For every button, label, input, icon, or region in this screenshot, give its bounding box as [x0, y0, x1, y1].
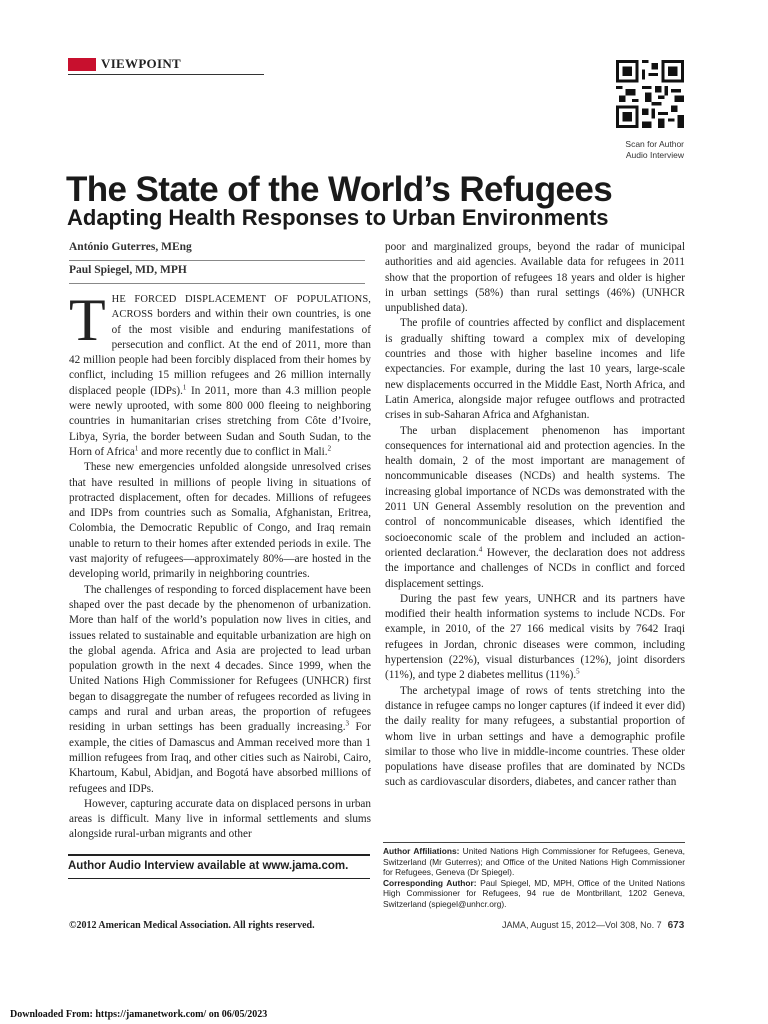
author-affiliations	[383, 846, 685, 910]
affiliations-block	[383, 846, 685, 878]
lead-smallcaps: HE FORCED DISPLACEMENT OF POPULATIONS, ACROSS	[111, 294, 371, 321]
paragraph: The archetypal image of rows of tents stretching into the distance in refugee camps no longer captures (if indeed it ever did) the daily reality for many refugees, a substantial proportion of whom live in urban settings and have a demographic profile similar to those who live in middle-income countries. These older populations have disease profiles that are dominated by NCDs such as cardiovascular disorders, diabetes, and cancer rather than	[385, 684, 685, 789]
author-rule-2	[69, 283, 365, 284]
article-subtitle: Adapting Health Responses to Urban Environments	[67, 205, 609, 230]
body-column-left	[69, 287, 371, 843]
body-column-right	[385, 240, 685, 791]
text-run: During the past few years, UNHCR and its partners have modified their health information systems to include NCDs. For example, in 2010, of the 27 166 medical visits by 7642 Iraqi refugees in Jordan, chronic diseases were common, including hypertension (22%), visual disturbances (12%), joint disorders (11%), and type 2 diabetes mellitus (11%).	[385, 592, 685, 682]
download-note: Downloaded From: https://jamanetwork.com/ on 06/05/2023	[10, 1009, 268, 1020]
corresponding-author-text: Paul Spiegel, MD, MPH, Office of the United Nations High Commissioner for Refugees, 94 rue de Montbrillant, 1202 Geneva, Switzerland (spiegel@unhcr.org).	[383, 877, 685, 909]
qr-caption	[600, 139, 684, 160]
corresponding-author-label: Corresponding Author:	[383, 877, 477, 888]
corresponding-author-block	[383, 878, 685, 910]
reference-link[interactable]: 2	[327, 444, 332, 453]
paragraph	[69, 583, 371, 797]
section-label: VIEWPOINT	[101, 56, 181, 71]
text-run: The urban displacement phenomenon has important consequences for international aid and protection agencies. In the health domain, 2 of the most important are management of noncommunicable diseases (NCDs) and health systems. The increasing global importance of NCDs was demonstrated with the 2011 UN General Assembly resolution on the prevention and control of noncommunicable diseases, which identified the socioeconomic scale of the problem and included an action-oriented declaration.	[385, 424, 685, 559]
author-rule-1	[69, 260, 365, 261]
text-run: However, the declaration does not address the importance and challenges of NCDs in conflict and forced displacement settings.	[385, 546, 685, 590]
reference-link[interactable]: 5	[576, 667, 580, 676]
affiliations-text: United Nations High Commissioner for Refugees, Geneva, Switzerland (Mr Guterres); and Office of the United Nations High Commissioner for Refugees, Geneva (Dr Spiegel).	[383, 846, 685, 878]
paragraph: These new emergencies unfolded alongside unresolved crises that have resulted in millions of people living in situations of protracted displacement, often for decades. Millions of refugees and IDPs from countries such as Somalia, Afghanistan, Eritrea, Colombia, the Democratic Republic of Congo, and Iraq remain unable to return to their homes after extended periods in exile. The vast majority of refugees—approximately 80%—are hosted in the developing world, primarily in neighboring countries.	[69, 461, 371, 581]
author-1: António Guterres, MEng	[69, 241, 192, 253]
paragraph: The profile of countries affected by conflict and displacement is gradually shifting toward a complex mix of developing countries and those with higher baseline incomes and life expectancies. For example, during the last 10 years, large-scale new displacements occurred in the Middle East, North Africa, and Latin America, alongside major refugee outflows and protracted crises in sub-Saharan Africa and Afghanistan.	[385, 317, 685, 422]
text-run: and more recently due to conflict in Mali.	[138, 445, 328, 458]
affiliations-rule	[383, 842, 685, 843]
journal-info: JAMA, August 15, 2012—Vol 308, No. 7	[502, 920, 662, 930]
paragraph	[69, 287, 371, 460]
article-title: The State of the World’s Refugees	[66, 170, 613, 209]
paragraph: poor and marginalized groups, beyond the radar of municipal authorities and aid agencies. Available data for refugees in 2011 show that the proportion of refugees 18 years and older is higher in urban settings (58%) than rural settings (46%) (UNHCR unpublished data).	[385, 241, 685, 315]
page-number: 673	[667, 920, 685, 931]
audio-rule-top	[68, 854, 370, 856]
reference-link[interactable]: 1	[134, 444, 139, 453]
section-rule	[68, 74, 264, 75]
qr-caption-line1: Scan for Author	[625, 139, 684, 149]
text-run: For example, the cities of Damascus and Amman received more than 1 million refugees from Iraq, and other cities such as Nairobi, Cairo, Khartoum, Kabul, Abidjan, and Bogotá have absorbed millions of refugees and IDPs.	[69, 721, 371, 795]
copyright-notice: ©2012 American Medical Association. All rights reserved.	[69, 920, 315, 931]
text-run: The challenges of responding to forced displacement have been shaped over the past decade by the phenomenon of urbanization. More than half of the world’s population now lives in cities, and issues related to sustainable and equitable urbanization are high on the global agenda. Africa and Asia are projected to lead urban population growth in the next 4 decades. Since 1999, when the United Nations High Commissioner for Refugees (UNHCR) first began to disaggregate the number of refugees recorded as living in camps and rural and urban areas, the proportion of refugees residing in urban settings has been gradually increasing.	[69, 583, 371, 734]
section-accent-bar	[68, 58, 96, 71]
reference-link[interactable]: 1	[182, 383, 187, 392]
text-run: In 2011, more than 4.3 million people were newly uprooted, with some 800 000 fleeing to neighboring countries in humanitarian crises stretching from Côte d’Ivoire, Libya, Syria, the border between Sudan and South Sudan, to the Horn of Africa	[69, 384, 371, 458]
journal-folio	[502, 920, 684, 931]
qr-code-icon[interactable]	[616, 60, 684, 128]
qr-caption-line2: Audio Interview	[625, 149, 684, 160]
audio-rule-bottom	[68, 878, 370, 879]
audio-interview-link[interactable]: Author Audio Interview available at www.jama.com.	[68, 860, 349, 872]
reference-link[interactable]: 4	[478, 545, 483, 554]
paragraph	[385, 592, 685, 684]
author-2: Paul Spiegel, MD, MPH	[69, 264, 187, 276]
paragraph	[385, 424, 685, 592]
reference-link[interactable]: 3	[345, 719, 350, 728]
paragraph: However, capturing accurate data on displaced persons in urban areas is difficult. Many live in informal settlements and slums alongside rural-urban migrants and other	[69, 797, 371, 841]
text-run: borders and within their own countries, is one of the most visible and enduring manifestations of persecution and conflict. At the end of 2011, more than 42 million people had been forcibly displaced from their homes by conflict, including 15 million refugees and 26 million internally displaced people (IDPs).	[69, 308, 371, 397]
drop-cap: T	[69, 287, 106, 353]
affiliations-label: Author Affiliations:	[383, 846, 460, 856]
